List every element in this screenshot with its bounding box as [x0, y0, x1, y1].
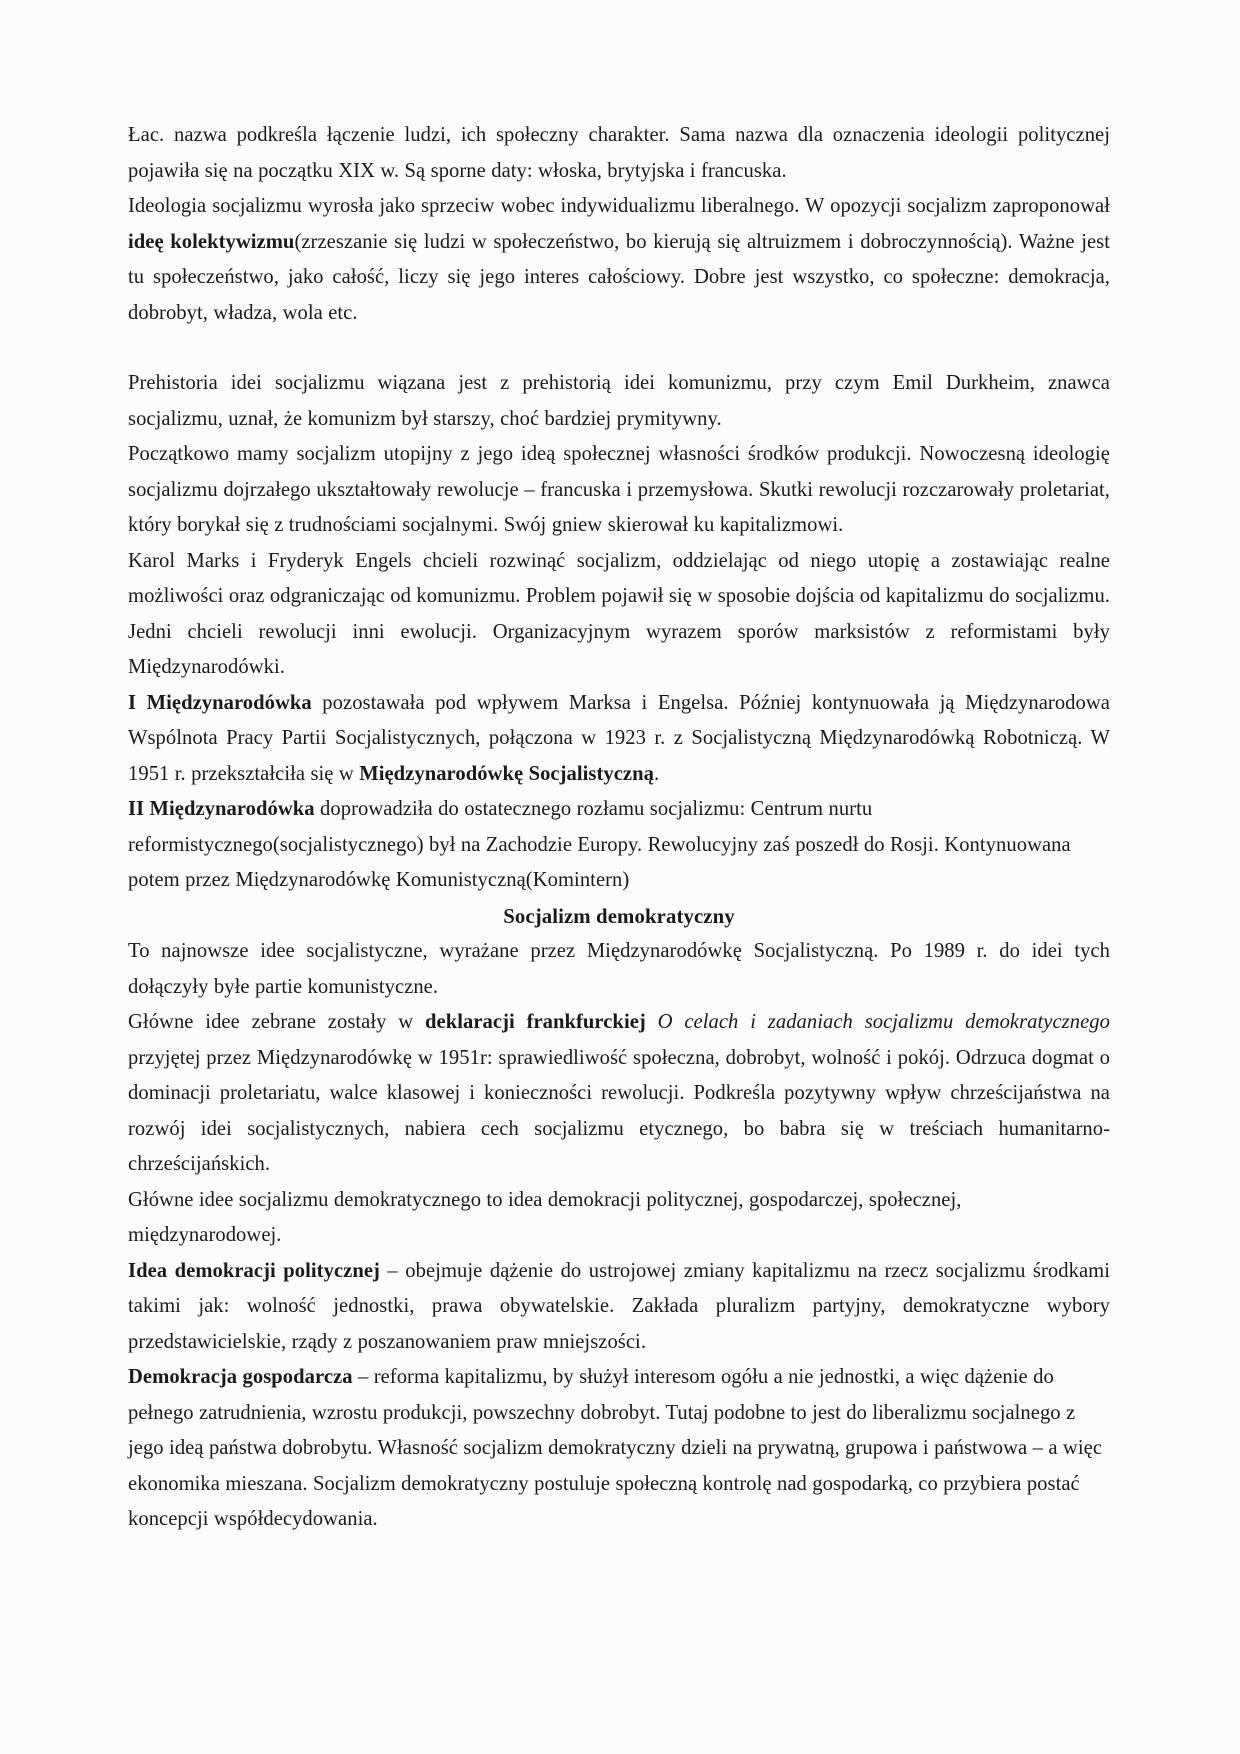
paragraph-origin-of-name: Łac. nazwa podkreśla łączenie ludzi, ich społeczny charakter. Sama nazwa dla oznaczenia ideologii politycznej pojawiła się na początku XIX w. Są sporne daty: włoska, brytyjska i francuska. — [128, 124, 1110, 182]
paragraph-newest-socialist-ideas: To najnowsze idee socjalistyczne, wyrażane przez Międzynarodówkę Socjalistyczną. Po 1989 r. do idei tych dołączyły byłe partie komunistyczne. — [128, 940, 1110, 998]
term-idee-kolektywizmu: ideę kolektywizmu — [128, 230, 295, 253]
run-text: przyjętej przez Międzynarodówkę w 1951r: sprawiedliwość społeczna, dobrobyt, wolność i pokój. Odrzuca dogmat o dominacji proletariatu, walce klasowej i konieczności rewolucji. Podkreśla pozytywny wpływ chrześcijaństwa na rozwój idei socjalistycznych, nabiera cech socjalizmu etycznego, bo babra się w treściach humanitarno-chrześcijańskich. — [128, 1046, 1110, 1175]
term-i-miedzynarodowka: I Międzynarodówka — [128, 691, 312, 714]
term-ii-miedzynarodowka: II Międzynarodówka — [128, 798, 315, 820]
paragraph-economic-democracy — [128, 1360, 1110, 1538]
paragraph-spacer — [128, 331, 1110, 366]
run-space — [646, 1011, 658, 1033]
run-text: pozostawała pod wpływem Marksa i Engelsa. Później kontynuowała ją Międzynarodowa Wspólnota Pracy Partii Socjalistycznych, połączona w 1923 r. z Socjalistyczną Międzynarodówką Robotniczą. W 1951 r. przekształciła się w — [128, 691, 1110, 785]
paragraph-political-democracy — [128, 1254, 1110, 1361]
term-demokracja-gospodarcza: Demokracja gospodarcza — [128, 1366, 353, 1388]
paragraph-prehistory-durkheim: Prehistoria idei socjalizmu wiązana jest z prehistorią idei komunizmu, przy czym Emil Durkheim, znawca socjalizmu, uznał, że komunizm był starszy, choć bardziej prymitywny. — [128, 372, 1110, 430]
paragraph-marx-engels: Karol Marks i Fryderyk Engels chcieli rozwinąć socjalizm, oddzielając od niego utopię a zostawiając realne możliwości oraz odgraniczając od komunizmu. Problem pojawił się w sposobie dojścia od kapitalizmu do socjalizmu. Jedni chcieli rewolucji inni ewolucji. Organizacyjnym wyrazem sporów marksistów z reformistami były Międzynarodówki. — [128, 549, 1110, 678]
run-text: Główne idee zebrane zostały w — [128, 1011, 426, 1033]
paragraph-first-international — [128, 686, 1110, 793]
paragraph-frankfurt-declaration — [128, 1005, 1110, 1183]
run-text: . — [653, 762, 660, 785]
run-text: Ideologia socjalizmu wyrosła jako sprzeciw wobec indywidualizmu liberalnego. W opozycji socjalizm zaproponował — [128, 195, 1110, 217]
run-text: – obejmuje dążenie do ustrojowej zmiany kapitalizmu na rzecz socjalizmu środkami takimi jak: wolność jednostki, prawa obywatelskie. Zakłada pluralizm partyjny, demokratyczne wybory przedstawicielskie, rządy z poszanowaniem praw mniejszości. — [128, 1259, 1110, 1353]
run-text: – reforma kapitalizmu, by służył interesom ogółu a nie jednostki, a więc dążenie do pełnego zatrudnienia, wzrostu produkcji, powszechny dobrobyt. Tutaj podobne to jest do liberalizmu socjalnego z jego ideą państwa dobrobytu. Własność socjalizm demokratyczny dzieli na prywatną, grupowa i państwowa – a więc ekonomika mieszana. Socjalizm demokratyczny postuluje społeczną kontrolę nad gospodarką, co przybiera postać koncepcji współdecydowania. — [128, 1366, 1103, 1530]
paragraph-second-international — [128, 792, 1110, 899]
title-o-celach-i-zadaniach: O celach i zadaniach socjalizmu demokratycznego — [657, 1011, 1110, 1033]
section-heading-socjalizm-demokratyczny: Socjalizm demokratyczny — [503, 904, 735, 928]
run-text: doprowadziła do ostatecznego rozłamu socjalizmu: Centrum nurtu reformistycznego(socjalistycznego) był na Zachodzie Europy. Rewolucyjny zaś poszedł do Rosji. Kontynuowana potem przez Międzynarodówkę Komunistyczną(Komintern) — [128, 798, 1071, 891]
document-body — [128, 118, 1110, 1538]
term-miedzynarodowke-socjalistyczna: Międzynarodówkę Socjalistyczną — [359, 762, 654, 785]
term-deklaracji-frankfurckiej: deklaracji frankfurckiej — [425, 1011, 646, 1033]
run-text: (zrzeszanie się ludzi w społeczeństwo, bo kierują się altruizmem i dobroczynnością). Ważne jest tu społeczeństwo, jako całość, liczy się jego interes całościowy. Dobre jest wszystko, co społeczne: demokracja, dobrobyt, władza, wola etc. — [128, 230, 1111, 324]
paragraph-ideology-opposition — [128, 189, 1110, 331]
term-idea-demokracji-politycznej: Idea demokracji politycznej — [128, 1259, 380, 1282]
paragraph-utopian-socialism: Początkowo mamy socjalizm utopijny z jego ideą społecznej własności środków produkcji. Nowoczesną ideologię socjalizmu dojrzałego ukształtowały rewolucje – francuska i przemysłowa. Skutki rewolucji rozczarowały proletariat, który borykał się z trudnościami socjalnymi. Swój gniew skierował ku kapitalizmowi. — [128, 443, 1110, 536]
paragraph-main-ideas-list: Główne idee socjalizmu demokratycznego to idea demokracji politycznej, gospodarczej, społecznej, międzynarodowej. — [128, 1188, 962, 1246]
